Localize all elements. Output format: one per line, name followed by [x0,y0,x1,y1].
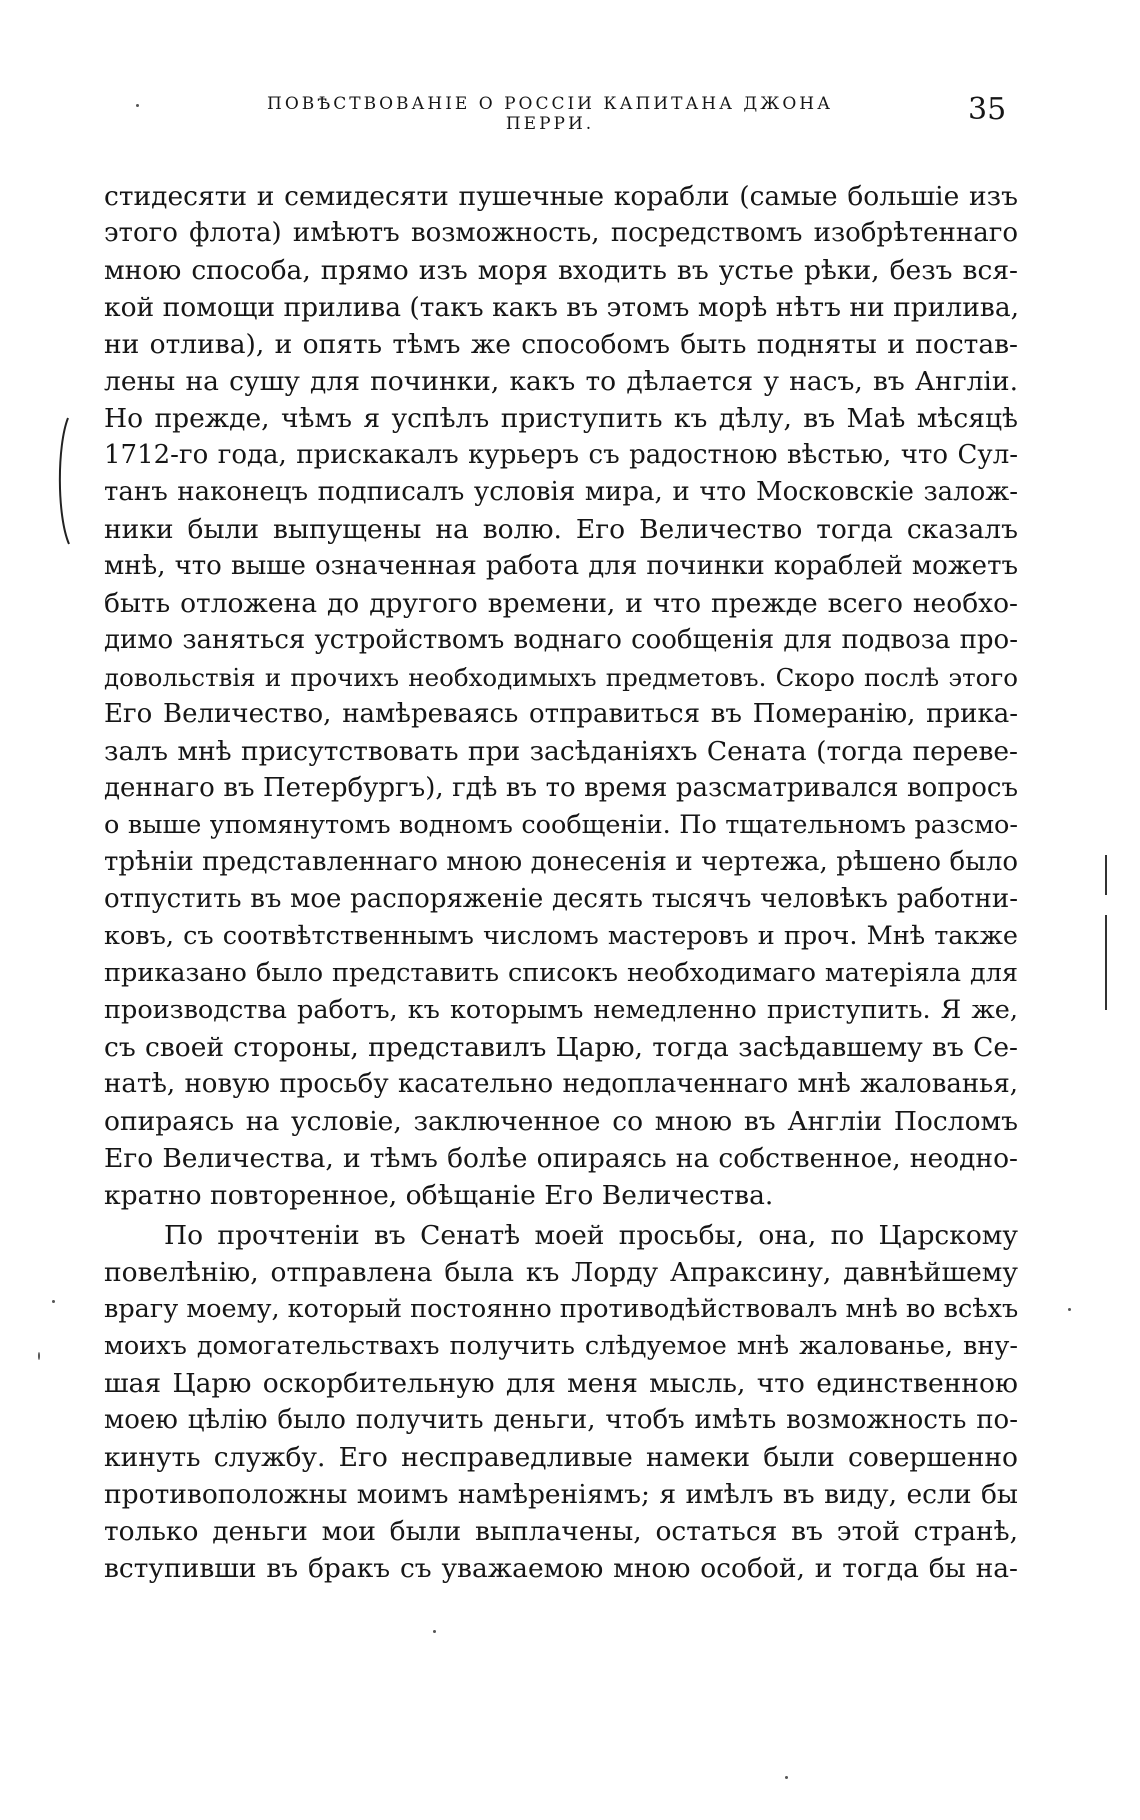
text-line: довольствія и прочихъ необходимыхъ предметовъ. Скоро послѣ этого [104,663,1018,692]
text-line: мною способа, прямо изъ моря входить въ устье рѣки, безъ вся- [104,255,1018,286]
text-line: о выше упомянутомъ водномъ сообщеніи. По тщательномъ разсмо- [104,810,1018,840]
ink-speck [38,1352,40,1360]
paragraph-2 [104,1217,1018,1587]
text-line: отпустить въ мое распоряженіе десять тысячъ человѣкъ работни- [104,884,1018,914]
text-line: моихъ домогательствахъ получить слѣдуемое мнѣ жалованье, вну- [104,1331,1018,1361]
text-line: вступивши въ бракъ съ уважаемою мною особой, и тогда бы на- [104,1553,1018,1584]
ink-speck [136,104,139,107]
text-line: трѣніи представленнаго мною донесенія и чертежа, рѣшено было [104,847,1018,877]
text-line: опираясь на условіе, заключенное со мною въ Англіи Посломъ [104,1106,1018,1137]
text-line: танъ наконецъ подписалъ условія мира, и что Московскіе залож- [104,477,1018,507]
ink-speck [52,1300,55,1303]
text-line: кой помощи прилива (такъ какъ въ этомъ морѣ нѣтъ ни прилива, [104,292,1020,323]
text-line: кратно повторенное, обѣщаніе Его Величества. [104,1180,774,1211]
page-number: 35 [968,92,1007,127]
text-line: ни отлива), и опять тѣмъ же способомъ быть подняты и постав- [104,329,1018,360]
text-line: противоположны моимъ намѣреніямъ; я имѣлъ въ виду, если бы [104,1479,1018,1510]
ink-speck [785,1776,788,1779]
paragraph-1 [104,178,1018,1214]
text-line: съ своей стороны, представилъ Царю, тогда засѣдавшему въ Се- [104,1032,1018,1063]
text-line: быть отложена до другого времени, и что прежде всего необхо- [104,588,1018,619]
ink-speck [433,1630,436,1633]
text-line: кинуть службу. Его несправедливые намеки были совершенно [104,1442,1018,1473]
text-line: Но прежде, чѣмъ я успѣлъ приступить къ дѣлу, въ Маѣ мѣсяцѣ [104,403,1018,434]
text-line: мнѣ, что выше означенная работа для починки кораблей можетъ [104,551,1018,581]
running-title: ПОВѢСТВОВАНІЕ О РОССІИ КАПИТАНА ДЖОНА ПЕРРИ. [267,94,833,134]
body-text [104,178,1018,1587]
text-line: производства работъ, къ которымъ немедленно приступить. Я же, [104,995,1018,1025]
text-line: лены на сушу для починки, какъ то дѣлается у насъ, въ Англіи. [104,366,1018,397]
text-line: ковъ, съ соотвѣтственнымъ числомъ мастеровъ и проч. Мнѣ также [104,921,1018,951]
text-line: Его Величество, намѣреваясь отправиться въ Померанію, прика- [104,699,1018,729]
text-line: моею цѣлію было получить деньги, чтобъ имѣть возможность по- [104,1405,1018,1435]
text-line: Его Величества, и тѣмъ болѣе опираясь на собственное, неодно- [104,1143,1018,1174]
text-line: натѣ, новую просьбу касательно недоплаченнаго мнѣ жалованья, [104,1069,1018,1099]
text-line: только деньги мои были выплачены, остаться въ этой странѣ, [104,1516,1018,1547]
text-line: повелѣнію, отправлена была къ Лорду Апраксину, давнѣйшему [104,1257,1018,1288]
ink-speck [1068,1308,1071,1311]
text-line: деннаго въ Петербургъ), гдѣ въ то время разсматривался вопросъ [104,773,1018,803]
margin-bracket-mark [54,416,72,546]
text-line: По прочтеніи въ Сенатѣ моей просьбы, она, по Царскому [164,1220,1018,1251]
text-line: стидесяти и семидесяти пушечные корабли (самые большіе изъ [104,181,1018,212]
text-line: 1712-го года, прискакалъ курьеръ съ радостною вѣстью, что Сул- [104,440,1018,470]
margin-rule-mark [1103,855,1109,1010]
text-line: ники были выпущены на волю. Его Величество тогда сказалъ [104,514,1018,545]
text-line: этого флота) имѣютъ возможность, посредствомъ изобрѣтеннаго [104,218,1018,248]
text-line: димо заняться устройствомъ воднаго сообщенія для подвоза про- [104,625,1018,655]
text-line: приказано было представить списокъ необходимаго матеріяла для [104,958,1018,988]
text-line: врагу моему, который постоянно противодѣйствовалъ мнѣ во всѣхъ [104,1294,1019,1324]
text-line: залъ мнѣ присутствовать при засѣданіяхъ Сената (тогда переве- [104,736,1018,767]
text-line: шая Царю оскорбительную для меня мысль, что единственною [104,1368,1018,1399]
